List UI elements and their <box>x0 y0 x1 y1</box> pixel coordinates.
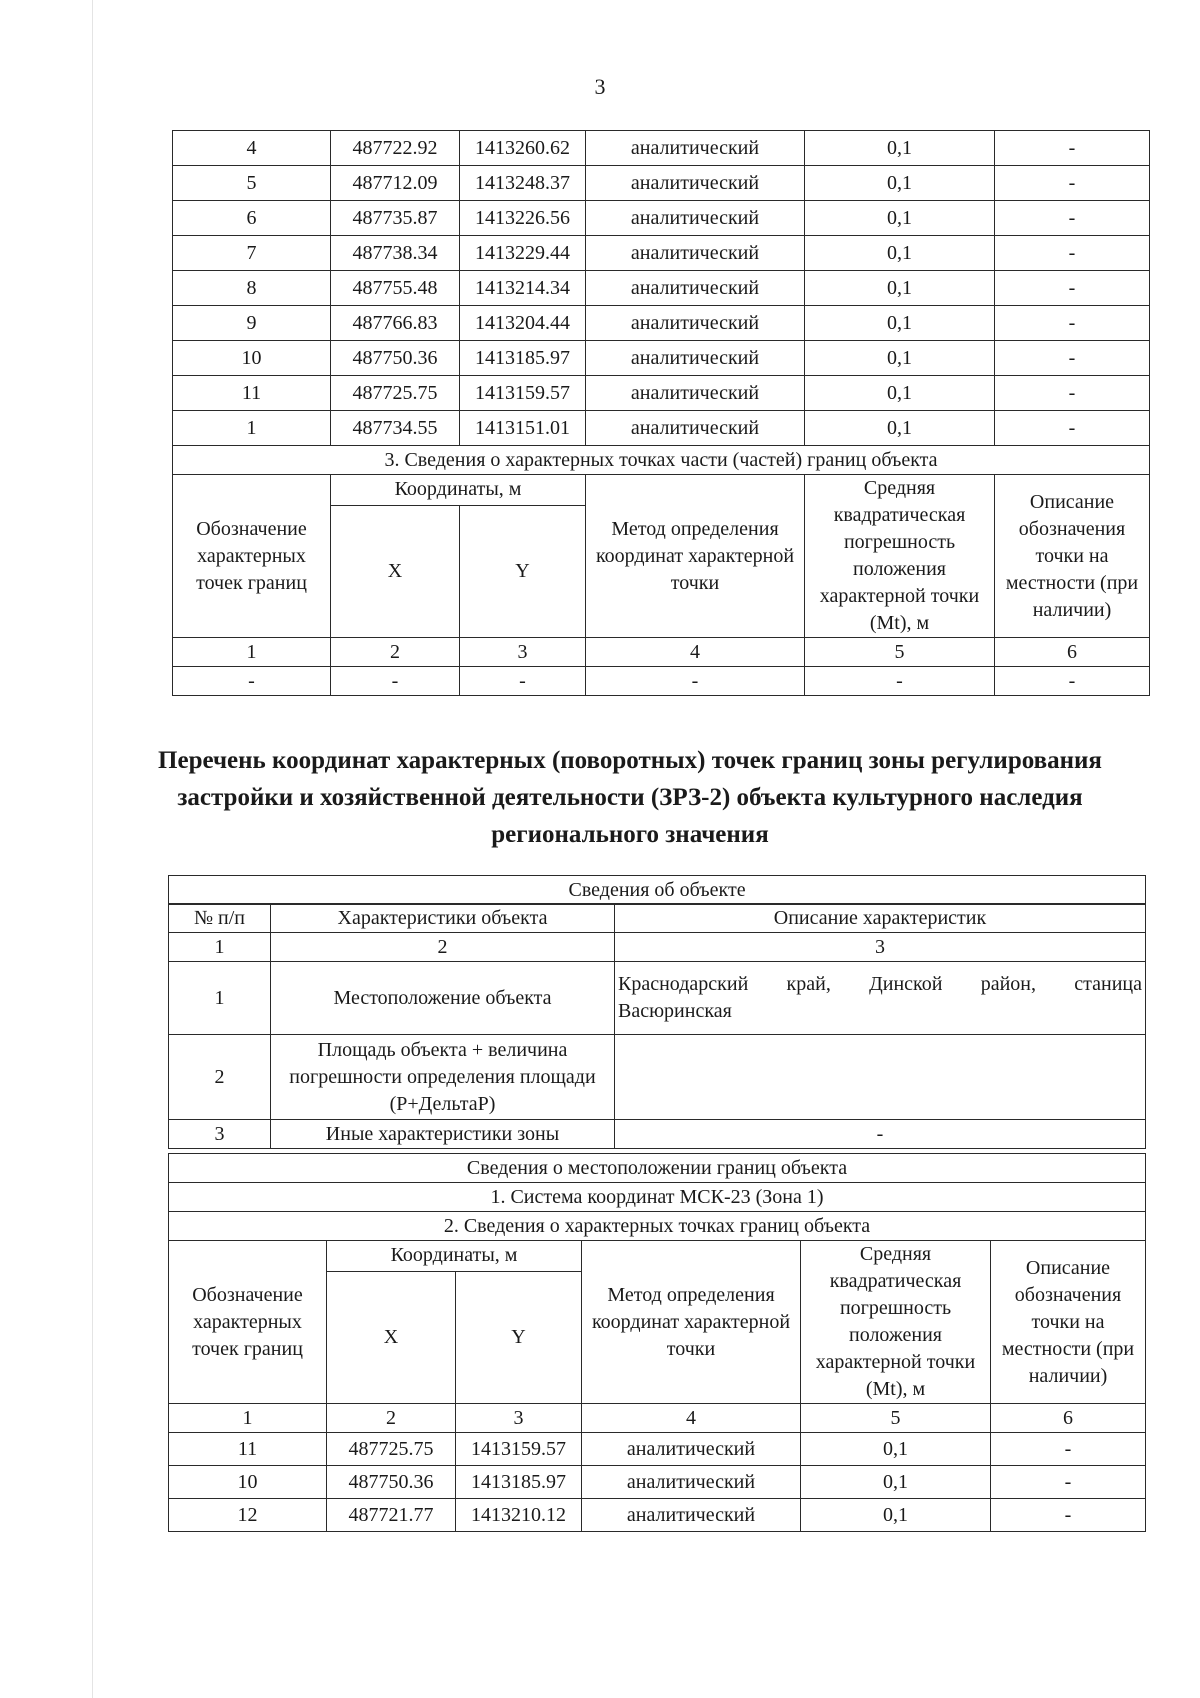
point-description: - <box>991 1499 1146 1532</box>
point-method: аналитический <box>582 1466 801 1499</box>
point-number: 4 <box>173 131 331 166</box>
point-x: 487712.09 <box>331 166 460 201</box>
point-error: 0,1 <box>805 236 995 271</box>
point-x: 487722.92 <box>331 131 460 166</box>
point-error: 0,1 <box>801 1466 991 1499</box>
point-description: - <box>995 411 1150 446</box>
header-error: Средняя квадратическая погрешность положения характерной точки (Mt), м <box>801 1241 991 1404</box>
point-y: 1413229.44 <box>460 236 586 271</box>
point-description: - <box>995 341 1150 376</box>
col-number: 3 <box>460 638 586 667</box>
object-info-title: Сведения об объекте <box>169 876 1146 905</box>
point-description: - <box>995 376 1150 411</box>
point-method: аналитический <box>582 1433 801 1466</box>
document-title: Перечень координат характерных (поворотных) точек границ зоны регулирования застройки и хозяйственной деятельности (ЗРЗ-2) объекта культурного наследия регионального значения <box>158 747 1102 848</box>
point-y: 1413226.56 <box>460 201 586 236</box>
point-method: аналитический <box>586 201 805 236</box>
point-error: 0,1 <box>805 306 995 341</box>
col-number: 6 <box>991 1404 1146 1433</box>
empty-cell: - <box>995 667 1150 696</box>
table-row <box>173 236 1150 271</box>
empty-cell: - <box>586 667 805 696</box>
col-header-characteristics: Характеристики объекта <box>271 904 615 933</box>
point-method: аналитический <box>586 306 805 341</box>
row-value <box>615 1035 1146 1120</box>
point-error: 0,1 <box>801 1433 991 1466</box>
point-method: аналитический <box>586 341 805 376</box>
scan-margin-line <box>92 0 93 1698</box>
col-header-description: Описание характеристик <box>615 904 1146 933</box>
header-coords: Координаты, м <box>327 1241 582 1272</box>
col-number: 4 <box>582 1404 801 1433</box>
point-x: 487755.48 <box>331 271 460 306</box>
point-y: 1413204.44 <box>460 306 586 341</box>
table-row <box>173 166 1150 201</box>
point-x: 487766.83 <box>331 306 460 341</box>
table-row <box>169 1499 1146 1532</box>
empty-cell: - <box>173 667 331 696</box>
location-line-1: Краснодарский край, Динской район, станица <box>618 973 1142 995</box>
point-x: 487734.55 <box>331 411 460 446</box>
header-method: Метод определения координат характерной точки <box>582 1241 801 1404</box>
col-number: 5 <box>801 1404 991 1433</box>
point-description: - <box>991 1466 1146 1499</box>
section3-title: 3. Сведения о характерных точках части (частей) границ объекта <box>173 446 1150 475</box>
table-row <box>169 1433 1146 1466</box>
table-row <box>173 201 1150 236</box>
point-y: 1413214.34 <box>460 271 586 306</box>
point-number: 11 <box>173 376 331 411</box>
col-number: 2 <box>327 1404 456 1433</box>
location-points-table <box>168 1153 1146 1532</box>
point-error: 0,1 <box>801 1499 991 1532</box>
point-y: 1413159.57 <box>456 1433 582 1466</box>
point-number: 9 <box>173 306 331 341</box>
point-method: аналитический <box>586 411 805 446</box>
point-y: 1413210.12 <box>456 1499 582 1532</box>
header-y: Y <box>460 505 586 637</box>
empty-cell: - <box>805 667 995 696</box>
col-number: 2 <box>271 933 615 962</box>
point-y: 1413260.62 <box>460 131 586 166</box>
point-x: 487750.36 <box>331 341 460 376</box>
location-title: Сведения о местоположении границ объекта <box>169 1154 1146 1183</box>
col-header-number: № п/п <box>169 904 271 933</box>
point-y: 1413248.37 <box>460 166 586 201</box>
point-description: - <box>995 271 1150 306</box>
col-number: 5 <box>805 638 995 667</box>
coordinate-system-title: 1. Система координат МСК-23 (Зона 1) <box>169 1183 1146 1212</box>
point-number: 8 <box>173 271 331 306</box>
header-error: Средняя квадратическая погрешность положения характерной точки (Mt), м <box>805 475 995 638</box>
point-error: 0,1 <box>805 166 995 201</box>
point-x: 487738.34 <box>331 236 460 271</box>
row-characteristic: Местоположение объекта <box>271 962 615 1035</box>
table-row <box>173 306 1150 341</box>
zrz2-object-table <box>168 875 1146 905</box>
point-x: 487725.75 <box>327 1433 456 1466</box>
empty-cell: - <box>460 667 586 696</box>
header-designation: Обозначение характерных точек границ <box>173 475 331 638</box>
table-row <box>173 131 1150 166</box>
table-row <box>173 411 1150 446</box>
row-number: 2 <box>169 1035 271 1120</box>
point-method: аналитический <box>586 166 805 201</box>
row-characteristic: Площадь объекта + величина погрешности определения площади (P+ДельтаP) <box>271 1035 615 1120</box>
col-number: 6 <box>995 638 1150 667</box>
point-number: 1 <box>173 411 331 446</box>
point-number: 11 <box>169 1433 327 1466</box>
point-number: 10 <box>173 341 331 376</box>
point-description: - <box>991 1433 1146 1466</box>
header-description: Описание обозначения точки на местности (при наличии) <box>995 475 1150 638</box>
object-characteristics-table <box>168 903 1146 1149</box>
point-number: 7 <box>173 236 331 271</box>
col-number: 4 <box>586 638 805 667</box>
table-row <box>169 1466 1146 1499</box>
point-x: 487735.87 <box>331 201 460 236</box>
point-y: 1413159.57 <box>460 376 586 411</box>
point-x: 487750.36 <box>327 1466 456 1499</box>
point-description: - <box>995 131 1150 166</box>
point-error: 0,1 <box>805 376 995 411</box>
point-y: 1413185.97 <box>460 341 586 376</box>
point-number: 6 <box>173 201 331 236</box>
col-number: 1 <box>169 933 271 962</box>
header-x: X <box>331 505 460 637</box>
col-number: 1 <box>169 1404 327 1433</box>
col-number: 1 <box>173 638 331 667</box>
zrz2-point-rows <box>169 1433 1146 1532</box>
location-line-2: Васюринская <box>618 1000 732 1022</box>
point-x: 487721.77 <box>327 1499 456 1532</box>
point-description: - <box>995 306 1150 341</box>
row-value: - <box>615 1120 1146 1149</box>
point-description: - <box>995 236 1150 271</box>
point-error: 0,1 <box>805 411 995 446</box>
empty-cell: - <box>331 667 460 696</box>
point-description: - <box>995 201 1150 236</box>
table-row <box>173 271 1150 306</box>
points-title: 2. Сведения о характерных точках границ объекта <box>169 1212 1146 1241</box>
point-description: - <box>995 166 1150 201</box>
point-y: 1413151.01 <box>460 411 586 446</box>
point-method: аналитический <box>582 1499 801 1532</box>
point-number: 5 <box>173 166 331 201</box>
point-number: 10 <box>169 1466 327 1499</box>
header-x: X <box>327 1271 456 1403</box>
point-y: 1413185.97 <box>456 1466 582 1499</box>
header-description: Описание обозначения точки на местности (при наличии) <box>991 1241 1146 1404</box>
row-number: 3 <box>169 1120 271 1149</box>
point-error: 0,1 <box>805 271 995 306</box>
point-number: 12 <box>169 1499 327 1532</box>
point-error: 0,1 <box>805 131 995 166</box>
header-method: Метод определения координат характерной точки <box>586 475 805 638</box>
boundary-points-table-continued <box>172 130 1150 696</box>
col-number: 2 <box>331 638 460 667</box>
point-error: 0,1 <box>805 341 995 376</box>
row-value <box>615 962 1146 1035</box>
point-error: 0,1 <box>805 201 995 236</box>
col-number: 3 <box>615 933 1146 962</box>
row-characteristic: Иные характеристики зоны <box>271 1120 615 1149</box>
header-designation: Обозначение характерных точек границ <box>169 1241 327 1404</box>
header-coords: Координаты, м <box>331 475 586 506</box>
point-method: аналитический <box>586 271 805 306</box>
point-method: аналитический <box>586 131 805 166</box>
table-row <box>173 376 1150 411</box>
boundary-points-rows <box>173 131 1150 446</box>
col-number: 3 <box>456 1404 582 1433</box>
point-x: 487725.75 <box>331 376 460 411</box>
point-method: аналитический <box>586 376 805 411</box>
row-number: 1 <box>169 962 271 1035</box>
page-number: 3 <box>594 74 606 99</box>
header-y: Y <box>456 1271 582 1403</box>
point-method: аналитический <box>586 236 805 271</box>
table-row <box>173 341 1150 376</box>
